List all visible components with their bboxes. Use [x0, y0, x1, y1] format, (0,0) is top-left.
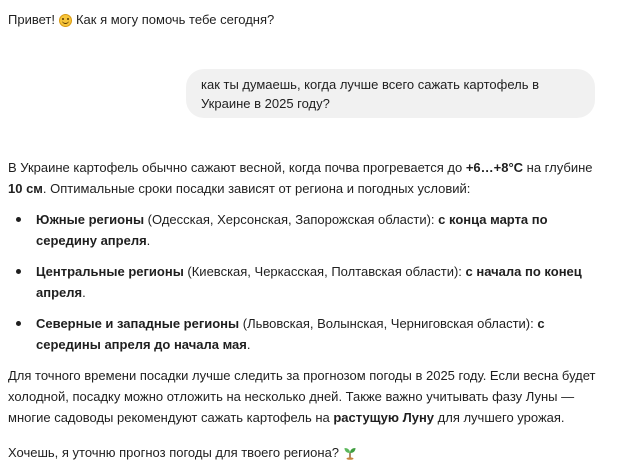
assistant-greeting-message: [8, 11, 274, 29]
assistant-answer-message: [8, 157, 608, 428]
answer-paragraph-intro: [8, 157, 608, 199]
answer-text: для лучшего урожая.: [434, 410, 565, 425]
bullet-icon: [16, 269, 21, 274]
seedling-icon: [343, 446, 357, 460]
list-item: [8, 209, 608, 251]
closing-text: Хочешь, я уточню прогноз погоды для твоего региона?: [8, 445, 340, 460]
region-end: .: [146, 233, 151, 248]
region-detail: (Львовская, Волынская, Черниговская области):: [239, 316, 538, 331]
greeting-text: Привет!: [8, 12, 55, 27]
temperature-range: +6…+8°C: [465, 160, 524, 175]
bullet-icon: [16, 217, 21, 222]
answer-text: Для точного времени посадки лучше следить за прогнозом погоды в 2025 году. Если весна будет холодной, посадку можно отложить на несколько дней. Также важно учитывать фазу Луны — многие садоводы рекомендуют сажать картофель на: [8, 368, 596, 425]
region-period: с начала по конец апреля: [36, 264, 582, 300]
bullet-icon: [16, 321, 21, 326]
region-name: Северные и западные регионы: [36, 316, 240, 331]
assistant-closing-question: [8, 444, 357, 462]
answer-paragraph-advice: [8, 365, 608, 428]
greeting-question: Как я могу помочь тебе сегодня?: [75, 12, 275, 27]
region-detail: (Одесская, Херсонская, Запорожская области):: [144, 212, 439, 227]
list-item: [8, 261, 608, 303]
region-name: Южные регионы: [36, 212, 145, 227]
regions-list: [8, 209, 608, 355]
user-message-text: как ты думаешь, когда лучше всего сажать картофель в Украине в 2025 году?: [201, 77, 540, 111]
region-detail: (Киевская, Черкасская, Полтавская области):: [183, 264, 466, 279]
answer-text: . Оптимальные сроки посадки зависят от региона и погодных условий:: [42, 181, 471, 196]
region-name: Центральные регионы: [36, 264, 184, 279]
moon-phase: растущую Луну: [333, 410, 435, 425]
region-period: с конца марта по середину апреля: [36, 212, 548, 248]
planting-depth: 10 см: [8, 181, 43, 196]
smiling-face-icon: [59, 14, 72, 27]
answer-text: В Украине картофель обычно сажают весной, когда почва прогревается до: [8, 160, 466, 175]
region-period: с середины апреля до начала мая: [36, 316, 545, 352]
list-item: [8, 313, 608, 355]
user-message-bubble: [186, 69, 595, 118]
answer-text: на глубине: [523, 160, 593, 175]
region-end: .: [246, 337, 251, 352]
region-end: .: [82, 285, 86, 300]
